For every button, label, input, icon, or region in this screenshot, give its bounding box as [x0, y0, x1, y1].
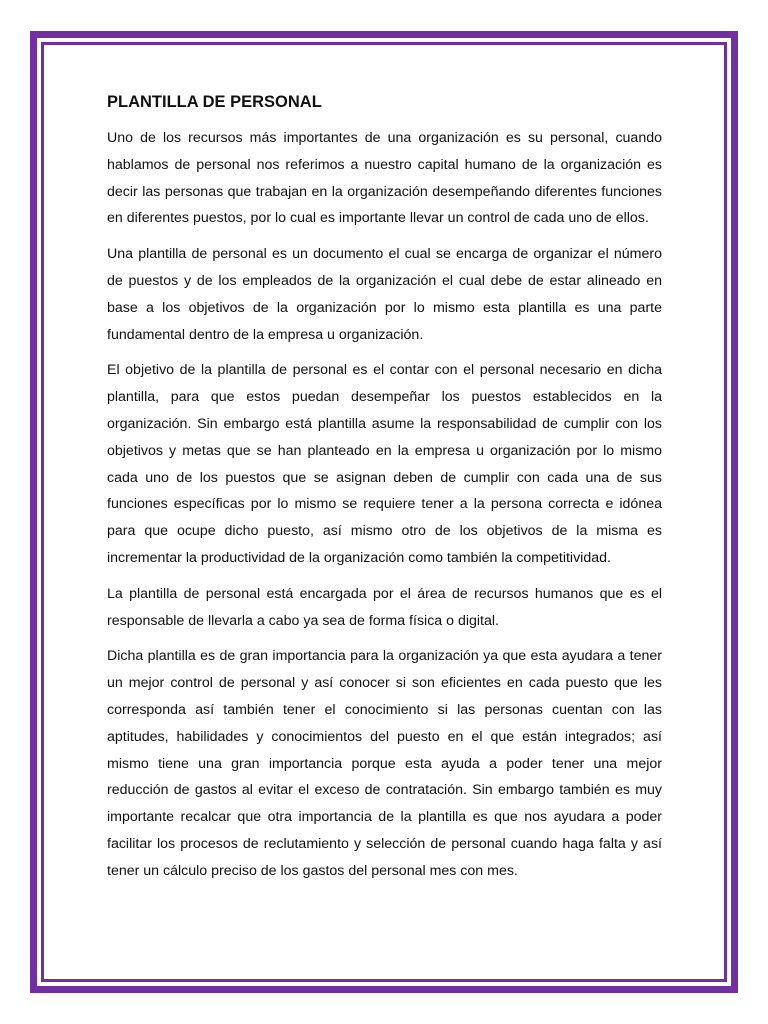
- paragraph-3: El objetivo de la plantilla de personal es el contar con el personal necesario en dicha plantilla, para que estos puedan desempeñar los puestos establecidos en la organización. Sin embargo está plantilla asume la responsabilidad de cumplir con los objetivos y metas que se han planteado en la empresa u organización por lo mismo cada uno de los puestos que se asignan deben de cumplir con cada una de sus funciones específicas por lo mismo se requiere tener a la persona correcta e idónea para que ocupe dicho puesto, así mismo otro de los objetivos de la misma es incrementar la productividad de la organización como también la competitividad.: [107, 362, 662, 566]
- document-title: PLANTILLA DE PERSONAL: [107, 93, 322, 111]
- paragraph-1: Uno de los recursos más importantes de una organización es su personal, cuando hablamos de personal nos referimos a nuestro capital humano de la organización es decir las personas que trabajan en la organización desempeñando diferentes funciones en diferentes puestos, por lo cual es importante llevar un control de cada uno de ellos.: [107, 130, 662, 227]
- paragraph-4: La plantilla de personal está encargada por el área de recursos humanos que es el responsable de llevarla a cabo ya sea de forma física o digital.: [107, 585, 662, 629]
- document-body: [107, 90, 662, 894]
- paragraph-5: Dicha plantilla es de gran importancia para la organización ya que esta ayudara a tener un mejor control de personal y así conocer si son eficientes en cada puesto que les corresponda así también tener el conocimiento si las personas cuentan con las aptitudes, habilidades y conocimientos del puesto en el que están integrados; así mismo tiene una gran importancia porque esta ayuda a poder tener una mejor reducción de gastos al evitar el exceso de contratación. Sin embargo también es muy importante recalcar que otra importancia de la plantilla es que nos ayudara a poder facilitar los procesos de reclutamiento y selección de personal cuando haga falta y así tener un cálculo preciso de los gastos del personal mes con mes.: [107, 648, 662, 879]
- paragraph-2: Una plantilla de personal es un documento el cual se encarga de organizar el número de puestos y de los empleados de la organización el cual debe de estar alineado en base a los objetivos de la organización por lo mismo esta plantilla es una parte fundamental dentro de la empresa u organización.: [107, 246, 662, 343]
